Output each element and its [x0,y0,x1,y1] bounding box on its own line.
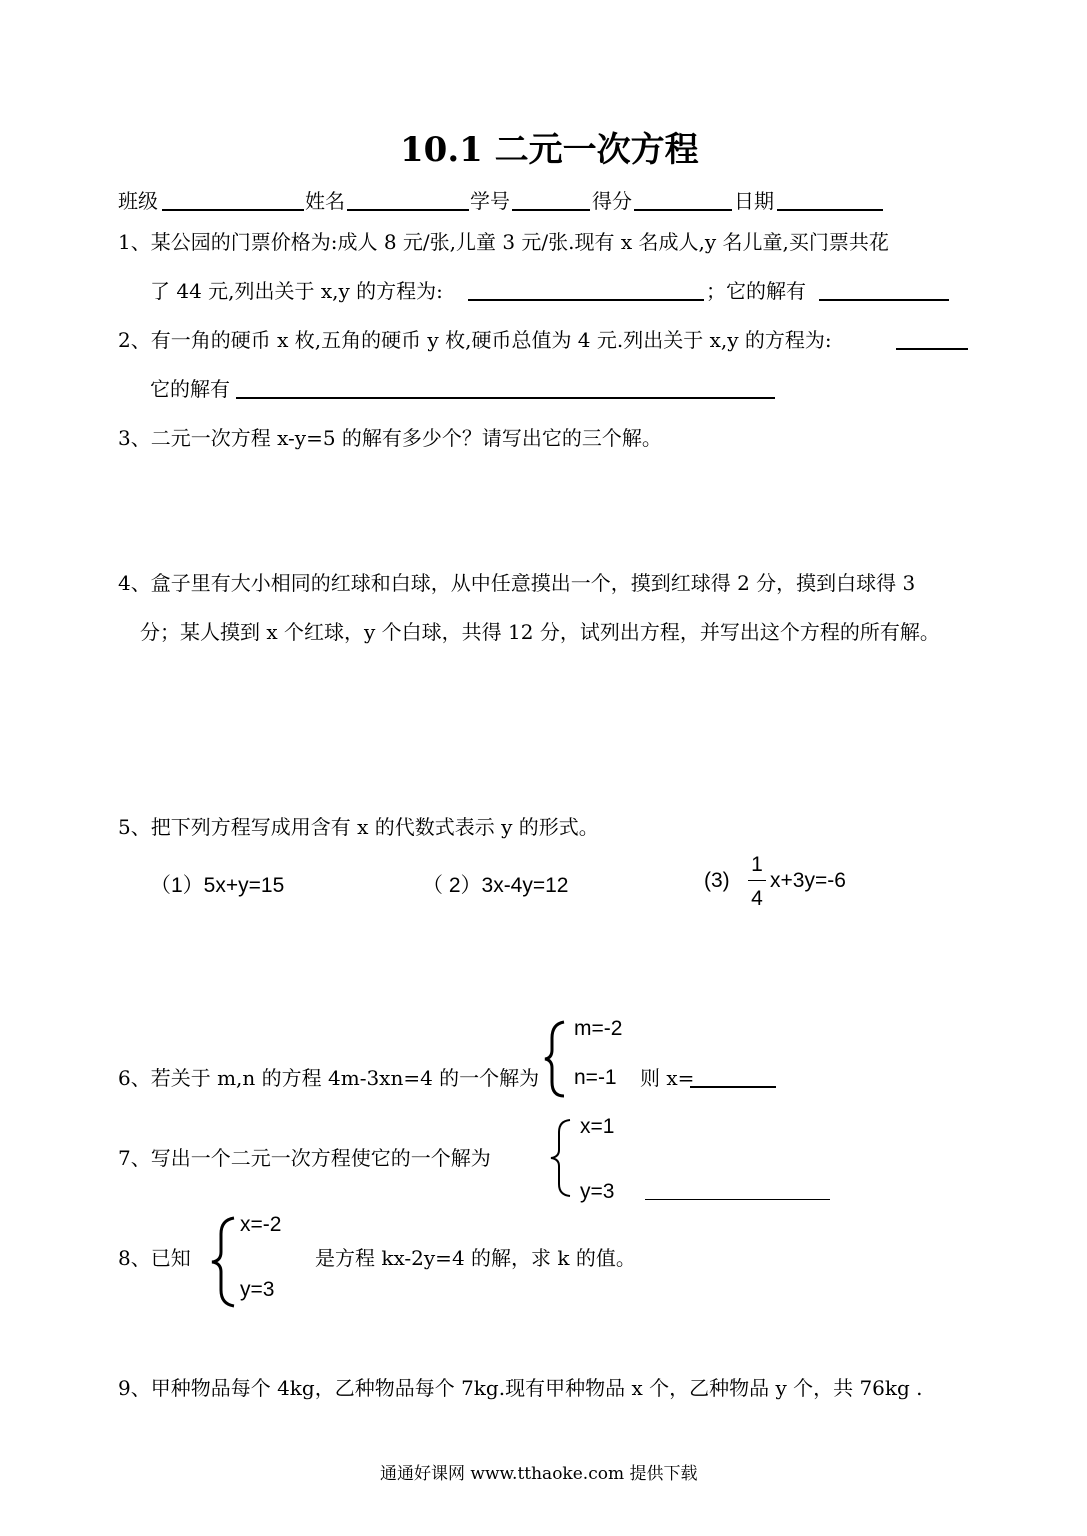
q8-solution-x: x=-2 [240,1213,282,1236]
q2-equation-blank[interactable] [896,348,968,350]
q1-line2b: ；它的解有 [706,279,806,303]
q8-solution-y: y=3 [240,1278,275,1301]
q7-brace [548,1118,574,1198]
q1-equation-blank[interactable] [468,299,704,301]
q5-part3-numerator: 1 [751,853,763,876]
header-date-label: 日期 [734,189,774,213]
q2-line2: 它的解有 [150,377,230,401]
page-footer: 通通好课网 www.tthaoke.com 提供下载 [380,1464,698,1484]
q6-text: 6、若关于 m,n 的方程 4m-3xn=4 的一个解为 [118,1066,540,1090]
q6-brace [542,1020,568,1098]
q8-label: 8、已知 [118,1246,191,1270]
q2-line1: 2、有一角的硬币 x 枚,五角的硬币 y 枚,硬币总值为 4 元.列出关于 x,y 的方程为: [118,328,832,352]
q7-answer-blank[interactable] [645,1199,830,1200]
q1-line1: 1、某公园的门票价格为:成人 8 元/张,儿童 3 元/张.现有 x 名成人,y 名儿童,买门票共花 [118,230,889,254]
q5-part3-label: (3) [704,869,730,892]
q8-text: 是方程 kx-2y=4 的解，求 k 的值。 [315,1246,636,1270]
q5-part3-fraction-bar [748,880,766,881]
q1-solutions-blank[interactable] [819,299,949,301]
q8-brace [208,1216,238,1308]
q6-solution-n: n=-1 [574,1066,617,1089]
q6-solution-m: m=-2 [574,1017,623,1040]
q9-text: 9、甲种物品每个 4kg，乙种物品每个 7kg.现有甲种物品 x 个，乙种物品 y 个，共 76kg . [118,1376,923,1400]
header-date-blank[interactable] [777,209,883,211]
q6-then-label: 则 x= [640,1066,695,1090]
q4-line1: 4、盒子里有大小相同的红球和白球，从中任意摸出一个，摸到红球得 2 分，摸到白球得 3 [118,571,916,595]
header-score-label: 得分 [592,189,632,213]
q7-solution-y: y=3 [580,1180,615,1203]
q5-part1: （1）5x+y=15 [150,874,285,897]
header-class-label: 班级 [118,189,158,213]
q5-part3-rest: x+3y=-6 [770,869,846,892]
q7-solution-x: x=1 [580,1115,615,1138]
q6-answer-blank[interactable] [690,1086,776,1088]
header-id-label: 学号 [470,189,510,213]
q1-line2a: 了 44 元,列出关于 x,y 的方程为: [150,279,443,303]
header-class-blank[interactable] [162,209,304,211]
header-name-label: 姓名 [305,189,345,213]
q4-line2: 分；某人摸到 x 个红球，y 个白球，共得 12 分，试列出方程，并写出这个方程的所有解。 [140,620,940,644]
q7-text: 7、写出一个二元一次方程使它的一个解为 [118,1146,491,1170]
header-id-blank[interactable] [512,209,590,211]
q2-solutions-blank[interactable] [236,397,775,399]
page-title: 10.1 二元一次方程 [400,130,699,170]
header-score-blank[interactable] [634,209,732,211]
q5-text: 5、把下列方程写成用含有 x 的代数式表示 y 的形式。 [118,815,599,839]
q5-part2: （ 2）3x-4y=12 [422,874,569,897]
header-name-blank[interactable] [347,209,469,211]
q5-part3-denominator: 4 [751,887,763,910]
q3-text: 3、二元一次方程 x-y=5 的解有多少个？请写出它的三个解。 [118,426,662,450]
